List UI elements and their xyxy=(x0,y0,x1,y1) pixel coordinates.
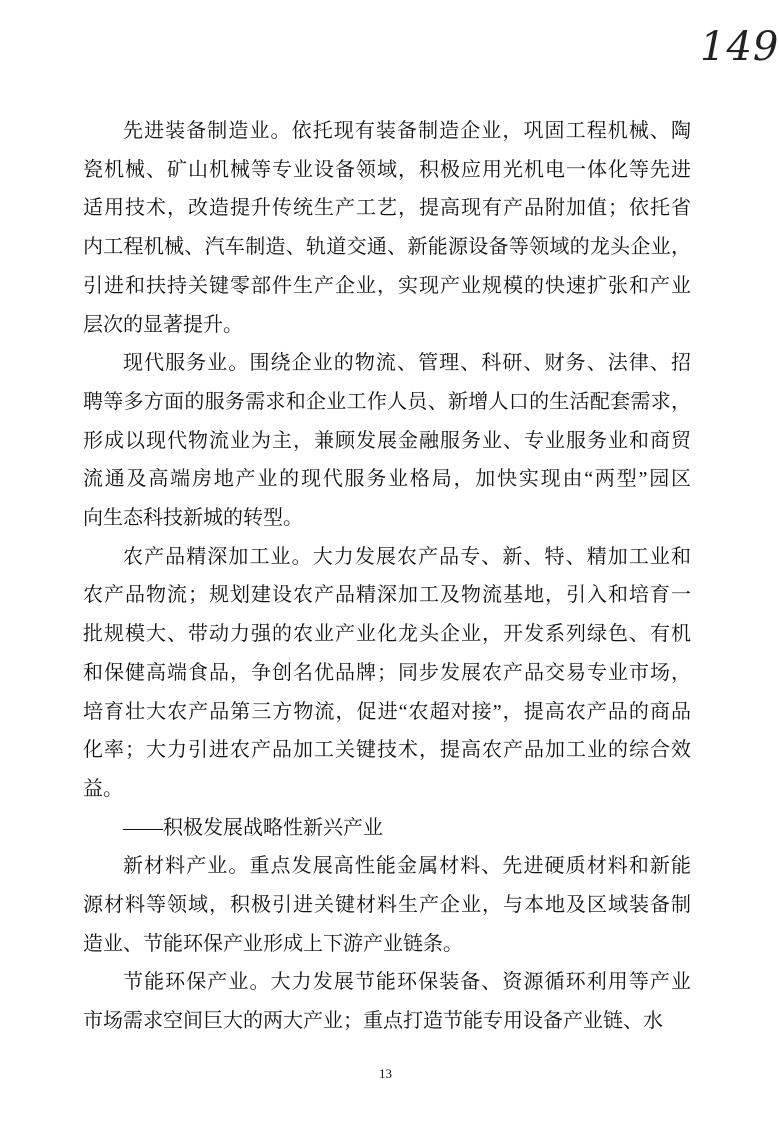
text-line: 新材料产业。重点发展高性能金属材料、先进硬质材料和新能 xyxy=(123,855,691,878)
document-body xyxy=(83,112,691,1041)
text-line: 节能环保产业。大力发展节能环保装备、资源循环利用等产业 xyxy=(123,971,691,994)
page-number: 13 xyxy=(379,1066,392,1081)
text-line: 适用技术，改造提升传统生产工艺，提高现有产品附加值；依托省 xyxy=(83,197,691,220)
text-line: 和保健高端食品，争创名优品牌；同步发展农产品交易专业市场， xyxy=(83,661,691,684)
text-line: 农产品物流；规划建设农产品精深加工及物流基地，引入和培育一 xyxy=(83,584,691,607)
text-line: 市场需求空间巨大的两大产业；重点打造节能专用设备产业链、水 xyxy=(83,1010,663,1033)
text-line: 益。 xyxy=(83,777,123,800)
paragraph xyxy=(83,344,691,538)
text-line: 造业、节能环保产业形成上下游产业链条。 xyxy=(83,932,463,955)
paragraph xyxy=(83,112,691,344)
text-line: 现代服务业。围绕企业的物流、管理、科研、财务、法律、招 xyxy=(123,352,691,375)
text-line: 瓷机械、矿山机械等专业设备领域，积极应用光机电一体化等先进 xyxy=(83,158,691,181)
text-line: 培育壮大农产品第三方物流，促进“农超对接”，提高农产品的商品 xyxy=(83,700,691,723)
text-line: 内工程机械、汽车制造、轨道交通、新能源设备等领域的龙头企业， xyxy=(83,236,691,259)
text-line: 聘等多方面的服务需求和企业工作人员、新增人口的生活配套需求， xyxy=(83,390,691,413)
text-line: 形成以现代物流业为主，兼顾发展金融服务业、专业服务业和商贸 xyxy=(83,429,691,452)
text-line: 化率；大力引进农产品加工关键技术，提高农产品加工业的综合效 xyxy=(83,739,691,762)
handwritten-page-annotation xyxy=(700,24,779,94)
text-line: 引进和扶持关键零部件生产企业，实现产业规模的快速扩张和产业 xyxy=(83,274,691,297)
paragraph xyxy=(83,847,691,963)
section-heading xyxy=(83,809,691,848)
text-line: ——积极发展战略性新兴产业 xyxy=(123,816,383,839)
text-line: 向生态科技新城的转型。 xyxy=(83,507,303,530)
paragraph xyxy=(83,538,691,809)
text-line: 先进装备制造业。依托现有装备制造企业，巩固工程机械、陶 xyxy=(123,120,691,142)
paragraph xyxy=(83,963,691,1040)
text-line: 批规模大、带动力强的农业产业化龙头企业，开发系列绿色、有机 xyxy=(83,623,691,646)
text-line: 源材料等领域，积极引进关键材料生产企业，与本地及区域装备制 xyxy=(83,894,691,917)
text-line: 层次的显著提升。 xyxy=(83,313,243,336)
handwritten-number: 149 xyxy=(700,24,779,70)
text-line: 流通及高端房地产业的现代服务业格局，加快实现由“两型”园区 xyxy=(83,468,691,491)
text-line: 农产品精深加工业。大力发展农产品专、新、特、精加工业和 xyxy=(123,545,691,568)
